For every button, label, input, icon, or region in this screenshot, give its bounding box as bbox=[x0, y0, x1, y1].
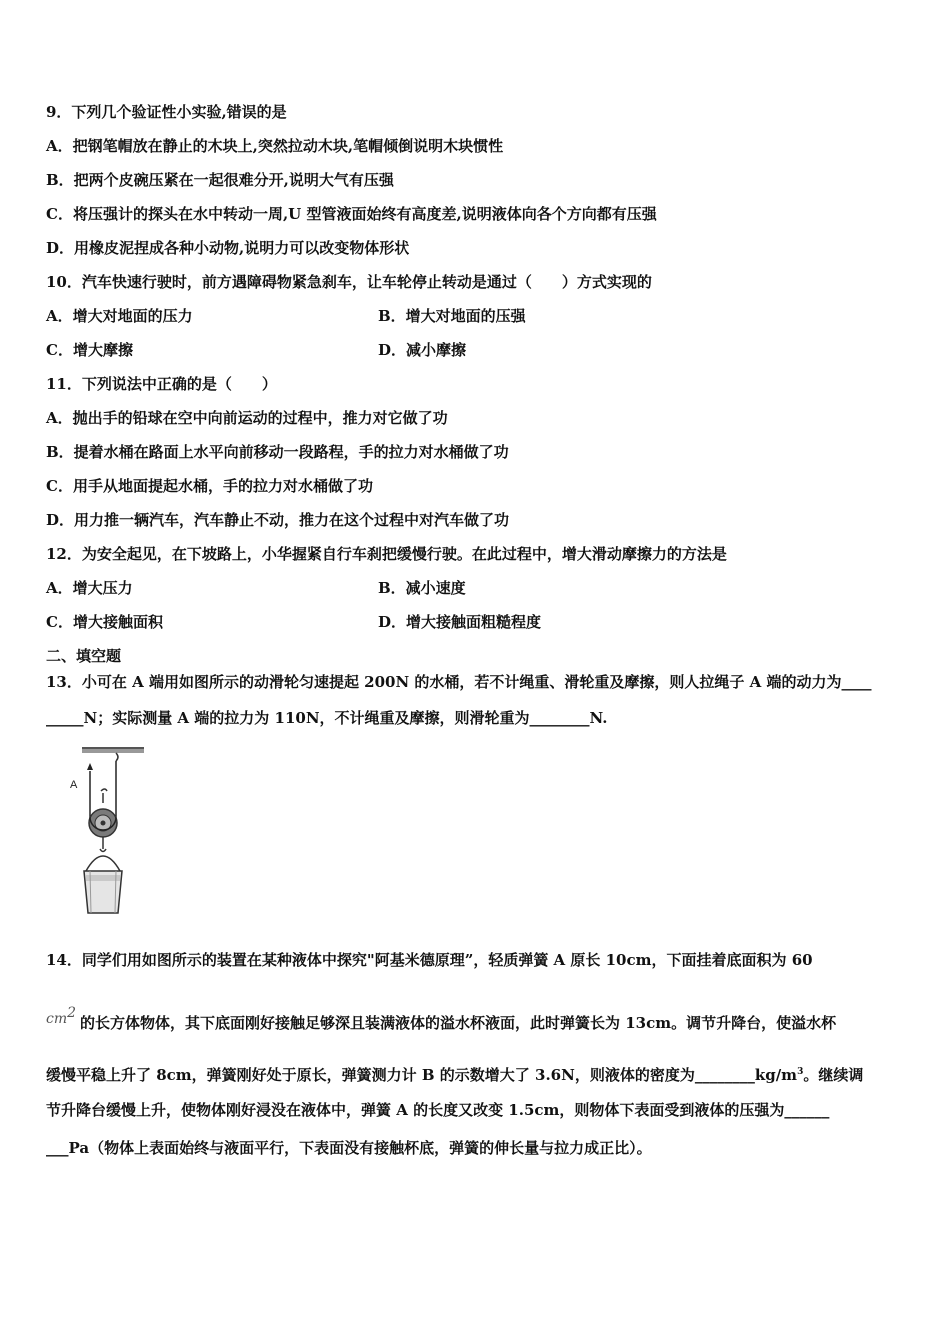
q14-line3-text: 缓慢平稳上升了 8cm，弹簧刚好处于原长，弹簧测力计 B 的示数增大了 3.6N，则液体的密度为________kg/m bbox=[46, 1066, 798, 1084]
q10-option-d: D．减小摩擦 bbox=[378, 341, 467, 359]
q11-option-d: D．用力推一辆汽车，汽车静止不动，推力在这个过程中对汽车做了功 bbox=[46, 511, 510, 529]
q12-stem: 12．为安全起见，在下坡路上，小华握紧自行车刹把缓慢行驶。在此过程中，增大滑动摩擦力的方法是 bbox=[46, 545, 727, 563]
q11-option-c: C．用手从地面提起水桶，手的拉力对水桶做了功 bbox=[46, 477, 373, 495]
q11-stem: 11．下列说法中正确的是（ ） bbox=[46, 375, 277, 393]
q9-option-a: A．把钢笔帽放在静止的木块上,突然拉动木块,笔帽倾倒说明木块惯性 bbox=[46, 137, 504, 155]
arrow-up-icon bbox=[87, 763, 93, 770]
q14-line3-exponent: 3 bbox=[797, 1067, 804, 1077]
q9-stem: 9．下列几个验证性小实验,错误的是 bbox=[46, 103, 287, 121]
q9-option-c: C．将压强计的探头在水中转动一周,U 型管液面始终有高度差,说明液体向各个方向都有压强 bbox=[46, 205, 657, 223]
q9-option-d: D．用橡皮泥捏成各种小动物,说明力可以改变物体形状 bbox=[46, 239, 410, 257]
q14-line4: 节升降台缓慢上升，使物体刚好浸没在液体中，弹簧 A 的长度又改变 1.5cm，则物体下表面受到液体的压强为______ bbox=[46, 1101, 830, 1119]
q14-line3 bbox=[46, 1062, 863, 1085]
q14-line2: 的长方体物体，其下底面刚好接触足够深且装满液体的溢水杯液面，此时弹簧长为 13cm。调节升降台，使溢水杯 bbox=[80, 1014, 837, 1032]
section-heading: 二、填空题 bbox=[46, 647, 122, 665]
q14-line3-tail: 。继续调 bbox=[803, 1066, 864, 1084]
q9-option-b: B．把两个皮碗压紧在一起很难分开,说明大气有压强 bbox=[46, 171, 394, 189]
q13-line1: 13．小可在 A 端用如图所示的动滑轮匀速提起 200N 的水桶，若不计绳重、滑轮重及摩擦，则人拉绳子 A 端的动力为____ bbox=[46, 673, 872, 691]
q11-option-a: A．抛出手的铅球在空中向前运动的过程中，推力对它做了功 bbox=[46, 409, 448, 427]
ceiling-hook bbox=[116, 753, 118, 761]
q10-option-a: A．增大对地面的压力 bbox=[46, 307, 193, 325]
q13-line2: _____N；实际测量 A 端的拉力为 110N，不计绳重及摩擦，则滑轮重为________N. bbox=[46, 709, 608, 727]
unit-exponent: 2 bbox=[67, 1005, 77, 1021]
q10-option-c: C．增大摩擦 bbox=[46, 341, 133, 359]
q10-option-b: B．增大对地面的压强 bbox=[378, 307, 526, 325]
unit-cm: cm bbox=[46, 1011, 68, 1027]
q12-option-a: A．增大压力 bbox=[46, 579, 133, 597]
pulley-figure bbox=[60, 745, 150, 920]
q12-option-d: D．增大接触面粗糙程度 bbox=[378, 613, 542, 631]
label-a: A bbox=[70, 779, 78, 791]
q12-option-b: B．减小速度 bbox=[378, 579, 466, 597]
q10-stem: 10．汽车快速行驶时，前方遇障碍物紧急刹车，让车轮停止转动是通过（ ）方式实现的 bbox=[46, 273, 652, 291]
q12-option-c: C．增大接触面积 bbox=[46, 613, 163, 631]
q14-unit bbox=[46, 1003, 76, 1029]
q14-line5: ___Pa（物体上表面始终与液面平行，下表面没有接触杯底，弹簧的伸长量与拉力成正比）。 bbox=[46, 1139, 652, 1157]
q14-line1: 14．同学们用如图所示的装置在某种液体中探究"阿基米德原理”，轻质弹簧 A 原长 10cm，下面挂着底面积为 60 bbox=[46, 951, 813, 969]
q11-option-b: B．提着水桶在路面上水平向前移动一段路程，手的拉力对水桶做了功 bbox=[46, 443, 509, 461]
bucket-handle bbox=[86, 856, 120, 871]
